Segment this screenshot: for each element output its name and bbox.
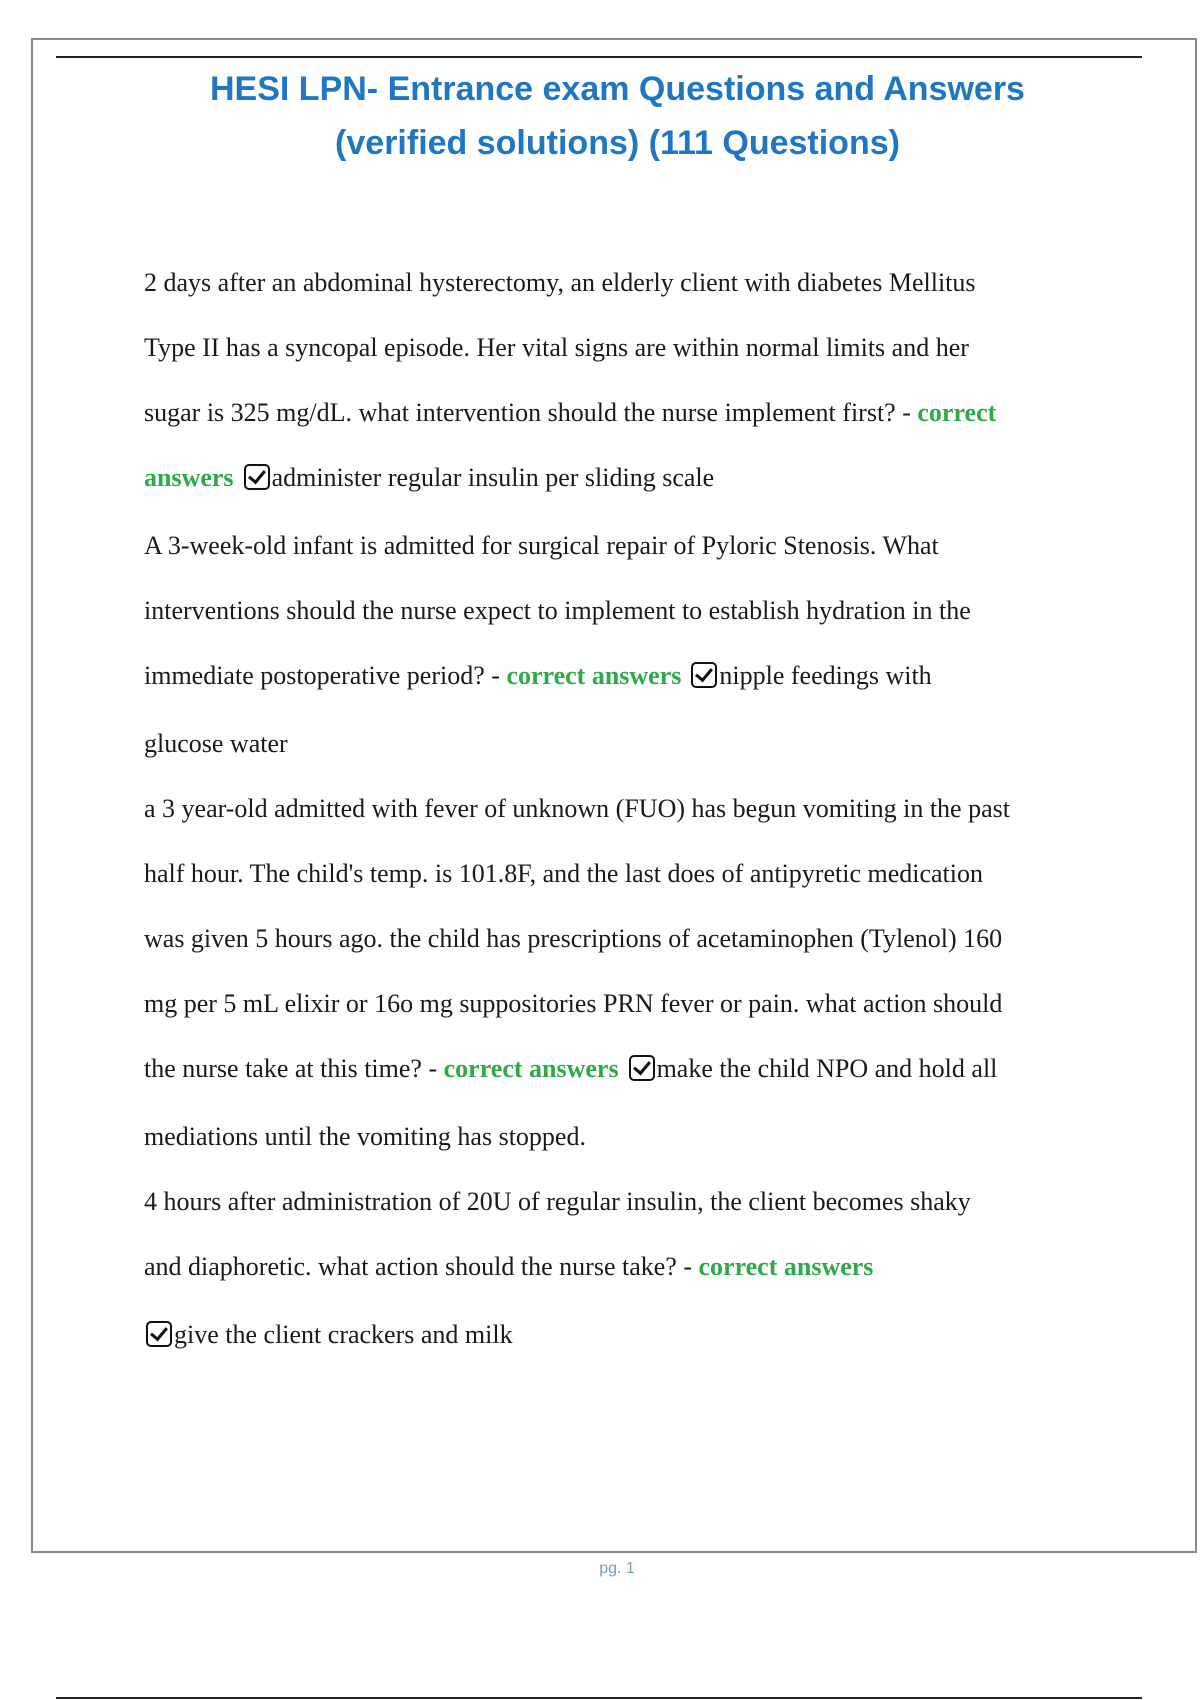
- question-line: Type II has a syncopal episode. Her vital signs are within normal limits and her: [144, 333, 969, 362]
- answer-text: administer regular insulin per sliding scale: [271, 463, 715, 492]
- question-line: [144, 1240, 1104, 1308]
- correct-answers-label: correct: [917, 398, 997, 427]
- question-line: 4 hours after administration of 20U of regular insulin, the client becomes shaky: [144, 1187, 971, 1216]
- qa-item-4: [144, 1175, 1104, 1373]
- question-text: immediate postoperative period? -: [144, 661, 507, 690]
- title-line-1: HESI LPN- Entrance exam Questions and Answers: [210, 70, 1025, 108]
- correct-answers-label: correct answers: [443, 1054, 619, 1083]
- correct-answers-label: correct answers: [506, 661, 682, 690]
- question-line: a 3 year-old admitted with fever of unknown (FUO) has begun vomiting in the past: [144, 794, 1010, 823]
- correct-answers-label: answers: [144, 463, 234, 492]
- qa-content: [144, 256, 1104, 1373]
- answer-line: mediations until the vomiting has stopped.: [144, 1122, 586, 1151]
- question-line: 2 days after an abdominal hysterectomy, an elderly client with diabetes Mellitus: [144, 268, 976, 297]
- question-text: sugar is 325 mg/dL. what intervention should the nurse implement first? -: [144, 398, 918, 427]
- answer-line: glucose water: [144, 729, 288, 758]
- answer-text: nipple feedings with: [719, 661, 932, 690]
- qa-item-3: [144, 782, 1104, 1175]
- checkbox-icon: [146, 1321, 172, 1347]
- next-page-rule: [56, 1697, 1142, 1699]
- qa-item-2: [144, 519, 1104, 782]
- question-line: [144, 1042, 1104, 1110]
- correct-answers-label: correct answers: [698, 1252, 874, 1281]
- answer-line: [144, 451, 1104, 519]
- question-line: [144, 649, 1104, 717]
- qa-item-1: [144, 256, 1104, 519]
- checkbox-icon: [244, 464, 270, 490]
- question-line: interventions should the nurse expect to implement to establish hydration in the: [144, 596, 971, 625]
- checkbox-icon: [691, 662, 717, 688]
- header-rule: [56, 56, 1142, 58]
- answer-text: give the client crackers and milk: [174, 1320, 513, 1349]
- answer-text: make the child NPO and hold all: [656, 1054, 998, 1083]
- question-line: mg per 5 mL elixir or 16o mg suppositories PRN fever or pain. what action should: [144, 989, 1003, 1018]
- question-line: [144, 386, 1104, 451]
- answer-line: [144, 1308, 1104, 1373]
- checkbox-icon: [629, 1055, 655, 1081]
- question-text: and diaphoretic. what action should the nurse take? -: [144, 1252, 699, 1281]
- question-text: the nurse take at this time? -: [144, 1054, 444, 1083]
- title-line-2: (verified solutions) (111 Questions): [335, 124, 900, 162]
- document-title: [60, 62, 1175, 170]
- question-line: half hour. The child's temp. is 101.8F, and the last does of antipyretic medication: [144, 859, 984, 888]
- question-line: A 3-week-old infant is admitted for surgical repair of Pyloric Stenosis. What: [144, 531, 939, 560]
- question-line: was given 5 hours ago. the child has prescriptions of acetaminophen (Tylenol) 160: [144, 924, 1003, 953]
- page-number: pg. 1: [599, 1560, 635, 1577]
